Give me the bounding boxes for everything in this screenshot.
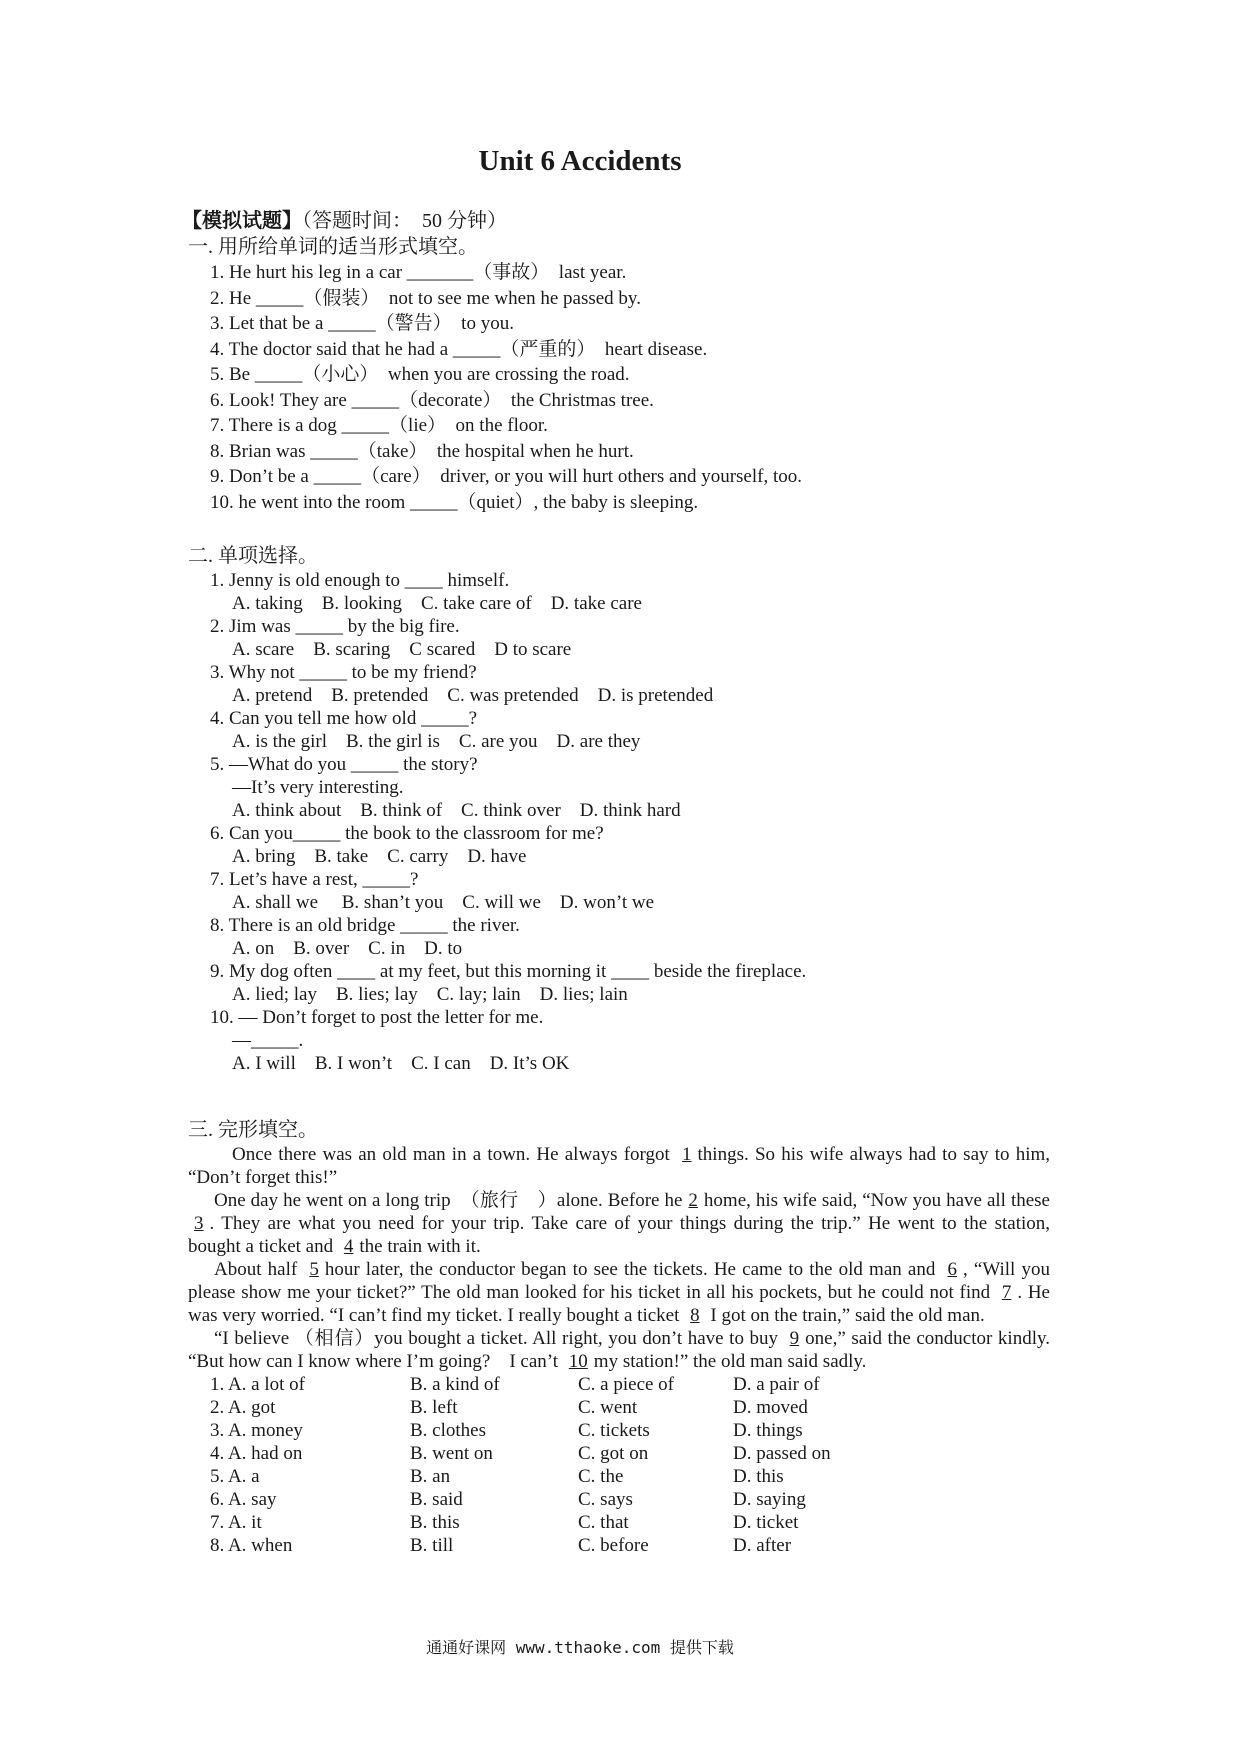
choice-question: 8. There is an old bridge _____ the river. <box>210 915 520 936</box>
page-title: Unit 6 Accidents <box>478 145 682 177</box>
cloze-option: 3. A. money <box>210 1420 303 1441</box>
cloze-option: C. the <box>578 1466 624 1487</box>
cloze-paragraph-3 <box>188 1258 1050 1327</box>
exam-label: 【模拟试题】 <box>182 210 302 232</box>
section-1-heading: 一. 用所给单词的适当形式填空。 <box>188 236 478 258</box>
fill-in-item: 5. Be _____（小心） when you are crossing the road. <box>210 364 630 385</box>
cloze-blank-number: 1 <box>682 1144 692 1165</box>
cloze-blank-number: 6 <box>947 1259 957 1280</box>
cloze-option: B. a kind of <box>410 1374 500 1395</box>
choice-options: A. bring B. take C. carry D. have <box>232 846 527 867</box>
cloze-paragraph-2 <box>188 1189 1050 1258</box>
cloze-option: C. went <box>578 1397 638 1418</box>
cloze-blank-number: 4 <box>343 1236 354 1257</box>
cloze-option: 7. A. it <box>210 1512 262 1533</box>
cloze-option: B. clothes <box>410 1420 486 1441</box>
cloze-blank-number: 7 <box>1001 1282 1012 1303</box>
section-1 <box>182 208 1058 515</box>
cloze-text: hour later, the conductor began to see the tickets. He came to the old man and <box>324 1259 942 1280</box>
cloze-option-row <box>188 1465 1050 1488</box>
exam-header <box>182 208 1058 234</box>
cloze-option: D. saying <box>733 1489 806 1510</box>
cloze-options <box>188 1373 1050 1557</box>
cloze-option: B. left <box>410 1397 458 1418</box>
cloze-paragraph-4 <box>188 1327 1050 1373</box>
cloze-blank-number: 9 <box>789 1328 800 1349</box>
cloze-option: C. tickets <box>578 1420 650 1441</box>
choice-question: 7. Let’s have a rest, _____? <box>210 869 419 890</box>
cloze-option: B. an <box>410 1466 451 1487</box>
choice-options: A. is the girl B. the girl is C. are you D. are they <box>232 731 641 752</box>
fill-in-item: 9. Don’t be a _____（care） driver, or you will hurt others and yourself, too. <box>210 466 802 487</box>
cloze-blank-number: 8 <box>690 1305 700 1326</box>
choice-question: 10. — Don’t forget to post the letter for me. <box>210 1007 544 1028</box>
choice-options: A. think about B. think of C. think over D. think hard <box>232 800 681 821</box>
cloze-option: C. before <box>578 1535 649 1556</box>
cloze-option: C. says <box>578 1489 633 1510</box>
choice-options: A. shall we B. shan’t you C. will we D. won’t we <box>232 892 655 913</box>
cloze-option: 5. A. a <box>210 1466 260 1487</box>
cloze-option: C. that <box>578 1512 629 1533</box>
cloze-option-row <box>188 1419 1050 1442</box>
cloze-option: 4. A. had on <box>210 1443 303 1464</box>
section-3 <box>188 1117 1050 1557</box>
cloze-blank-number: 10 <box>568 1351 588 1372</box>
cloze-option: C. a piece of <box>578 1374 675 1395</box>
cloze-option: B. till <box>410 1535 454 1556</box>
cloze-text: I got on the train,” said the old man. <box>705 1305 985 1326</box>
cloze-text: my station!” the old man said sadly. <box>593 1351 867 1372</box>
section-2-heading: 二. 单项选择。 <box>188 545 318 567</box>
cloze-option: 1. A. a lot of <box>210 1374 305 1395</box>
cloze-text: one,” said the conductor kindly. “But how can I know where I’m going? I can’t <box>188 1328 1050 1372</box>
section-3-heading: 三. 完形填空。 <box>188 1119 318 1141</box>
cloze-option: D. a pair of <box>733 1374 820 1395</box>
choice-options: A. lied; lay B. lies; lay C. lay; lain D. lies; lain <box>232 984 628 1005</box>
cloze-option: D. this <box>733 1466 784 1487</box>
fill-in-item: 7. There is a dog _____（lie） on the floor. <box>210 415 548 436</box>
choice-options: A. pretend B. pretended C. was pretended D. is pretended <box>232 685 714 706</box>
cloze-option: D. ticket <box>733 1512 799 1533</box>
cloze-text: Once there was an old man in a town. He always forgot <box>232 1144 677 1165</box>
section-2-items <box>188 569 1058 1075</box>
cloze-text: About half <box>214 1259 304 1280</box>
choice-options: A. scare B. scaring C scared D to scare <box>232 639 572 660</box>
choice-question: 2. Jim was _____ by the big fire. <box>210 616 460 637</box>
cloze-option-row <box>188 1488 1050 1511</box>
cloze-option-row <box>188 1373 1050 1396</box>
choice-options: —_____. <box>232 1030 304 1051</box>
choice-options: A. I will B. I won’t C. I can D. It’s OK <box>232 1053 570 1074</box>
cloze-blank-number: 3 <box>194 1213 204 1234</box>
choice-options: A. on B. over C. in D. to <box>232 938 463 959</box>
choice-question: 5. —What do you _____ the story? <box>210 754 478 775</box>
choice-question: 4. Can you tell me how old _____? <box>210 708 478 729</box>
cloze-text: “I believe （相信）you bought a ticket. All right, you don’t have to buy <box>214 1328 784 1349</box>
cloze-text: the train with it. <box>359 1236 481 1257</box>
fill-in-item: 2. He _____（假装） not to see me when he passed by. <box>210 287 641 309</box>
cloze-text: . They are what you need for your trip. Take care of your things during the trip.” He went to the station, bought a ticket and <box>188 1213 1050 1257</box>
cloze-paragraph-1 <box>188 1143 1050 1189</box>
cloze-option: C. got on <box>578 1443 649 1464</box>
cloze-option-row <box>188 1534 1050 1557</box>
fill-in-item: 4. The doctor said that he had a _____（严重的） heart disease. <box>210 338 708 360</box>
cloze-option-row <box>188 1396 1050 1419</box>
fill-in-item: 8. Brian was _____（take） the hospital when he hurt. <box>210 440 634 462</box>
exam-time: （答题时间： 50 分钟） <box>302 210 507 232</box>
fill-in-item: 1. He hurt his leg in a car _______（事故） last year. <box>210 262 627 283</box>
cloze-text: home, his wife said, “Now you have all these <box>703 1190 1050 1211</box>
choice-options: —It’s very interesting. <box>232 777 404 798</box>
cloze-option: D. passed on <box>733 1443 831 1464</box>
choice-question: 1. Jenny is old enough to ____ himself. <box>210 570 510 591</box>
choice-question: 3. Why not _____ to be my friend? <box>210 662 477 683</box>
cloze-option: B. went on <box>410 1443 493 1464</box>
cloze-text: One day he went on a long trip （旅行 ）alone. Before he <box>214 1190 683 1211</box>
fill-in-item: 3. Let that be a _____（警告） to you. <box>210 313 514 334</box>
cloze-blank-number: 5 <box>309 1259 319 1280</box>
cloze-option: 6. A. say <box>210 1489 277 1510</box>
cloze-option: 8. A. when <box>210 1535 293 1556</box>
choice-question: 9. My dog often ____ at my feet, but this morning it ____ beside the fireplace. <box>210 961 807 982</box>
cloze-blank-number: 2 <box>688 1190 698 1211</box>
section-1-items <box>188 260 1058 515</box>
fill-in-item: 6. Look! They are _____（decorate） the Christmas tree. <box>210 389 654 411</box>
cloze-option: B. said <box>410 1489 463 1510</box>
cloze-option: D. things <box>733 1420 803 1441</box>
cloze-option: D. after <box>733 1535 792 1556</box>
section-2 <box>188 543 1058 1075</box>
download-credit: 通通好课网 www.tthaoke.com 提供下载 <box>426 1638 734 1657</box>
cloze-text: things. So his wife always had to say to him, “Don’t forget this!” <box>188 1144 1051 1188</box>
choice-question: 6. Can you_____ the book to the classroom for me? <box>210 823 604 844</box>
cloze-option: 2. A. got <box>210 1397 276 1418</box>
cloze-option-row <box>188 1511 1050 1534</box>
cloze-text: . He was very worried. “I can’t find my ticket. I really bought a ticket <box>188 1282 1050 1326</box>
cloze-option: D. moved <box>733 1397 808 1418</box>
choice-options: A. taking B. looking C. take care of D. take care <box>232 593 642 614</box>
fill-in-item: 10. he went into the room _____（quiet）, the baby is sleeping. <box>210 491 699 513</box>
cloze-text: , “Will you please show me your ticket?” The old man looked for his ticket in all his pockets, but he could not find <box>188 1259 1050 1303</box>
cloze-option-row <box>188 1442 1050 1465</box>
cloze-option: B. this <box>410 1512 460 1533</box>
